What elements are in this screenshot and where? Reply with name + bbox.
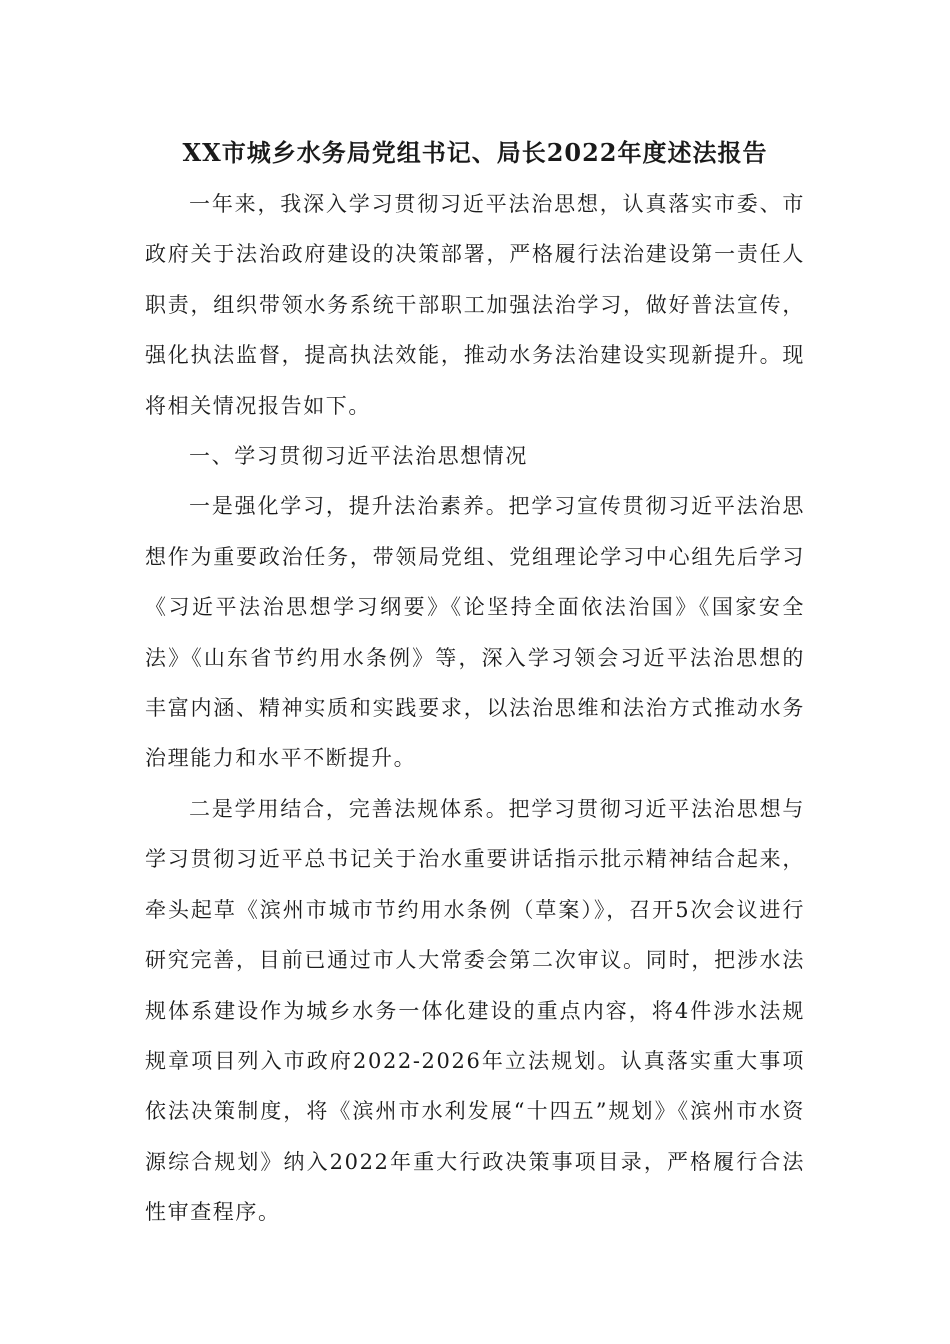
document-title: XX市城乡水务局党组书记、局长2022年度述法报告 (182, 138, 768, 167)
section-heading-1: 一、学习贯彻习近平法治思想情况 (189, 444, 528, 469)
paragraph-study: 一是强化学习，提升法治素养。把学习宣传贯彻习近平法治思想作为重要政治任务，带领局党组、党组理论学习中心组先后学习《习近平法治思想学习纲要》《论坚持全面依法治国》《国家安全法》《山东省节约用水条例》等，深入学习领会习近平法治思想的丰富内涵、精神实质和实践要求，以法治思维和法治方式推动水务治理能力和水平不断提升。 (145, 494, 805, 771)
paragraph-intro: 一年来，我深入学习贯彻习近平法治思想，认真落实市委、市政府关于法治政府建设的决策部署，严格履行法治建设第一责任人职责，组织带领水务系统干部职工加强法治学习，做好普法宣传，强化执法监督，提高执法效能，推动水务法治建设实现新提升。现将相关情况报告如下。 (145, 192, 805, 418)
document-body (145, 179, 805, 1238)
paragraph-regulations: 二是学用结合，完善法规体系。把学习贯彻习近平法治思想与学习贯彻习近平总书记关于治水重要讲话指示批示精神结合起来，牵头起草《滨州市城市节约用水条例（草案）》，召开5次会议进行研究完善，目前已通过市人大常委会第二次审议。同时，把涉水法规体系建设作为城乡水务一体化建设的重点内容，将4件涉水法规规章项目列入市政府2022-2026年立法规划。认真落实重大事项依法决策制度，将《滨州市水利发展“十四五”规划》《滨州市水资源综合规划》纳入2022年重大行政决策事项目录，严格履行合法性审查程序。 (145, 796, 805, 1225)
